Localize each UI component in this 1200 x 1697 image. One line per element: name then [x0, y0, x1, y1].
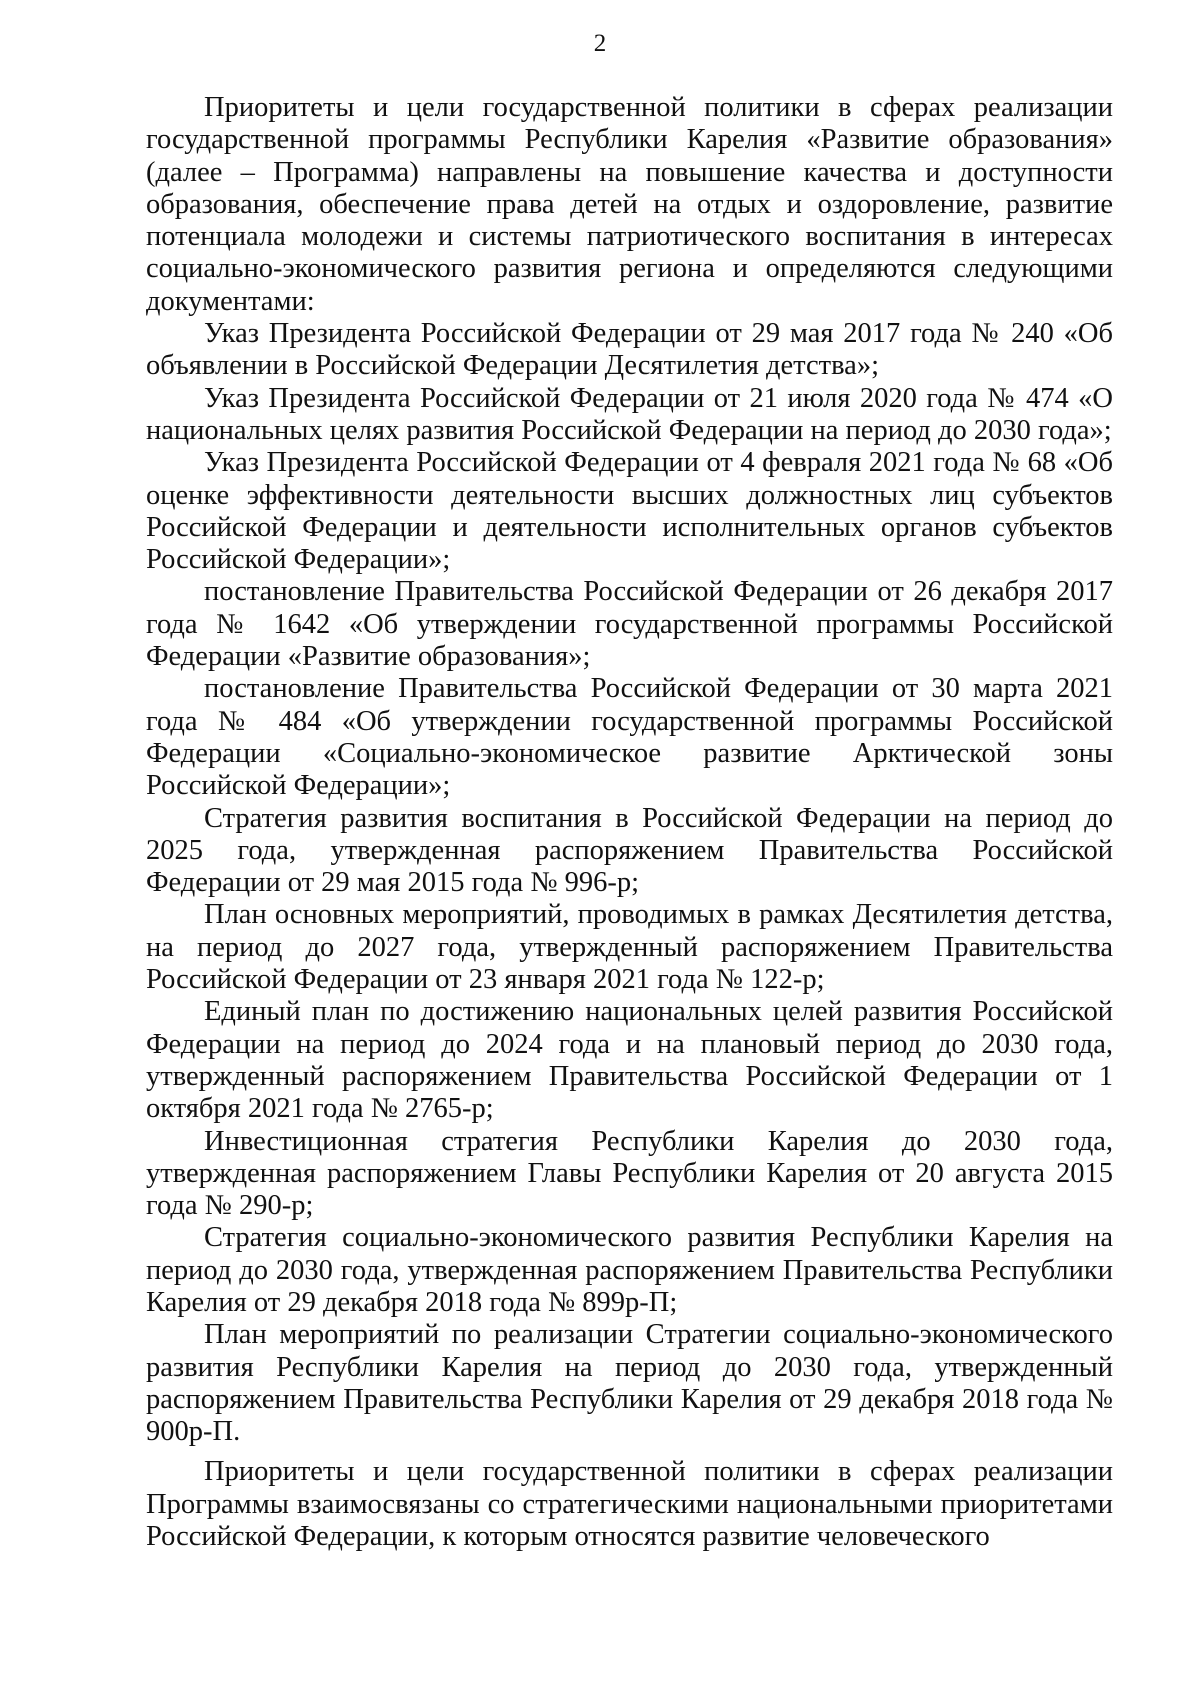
intro-paragraph: Приоритеты и цели государственной политики в сферах реализации государственной программы Республики Карелия «Развитие образования» (далее – Программа) направлены на повышение качества и доступности образования, обеспечение права детей на отдых и оздоровление, развитие потенциала молодежи и системы патриотического воспитания в интересах социально-экономического развития региона и определяются следующими документами:	[146, 92, 1113, 317]
list-item-resolution-1642: постановление Правительства Российской Федерации от 26 декабря 2017 года № 1642 «Об утверждении государственной программы Российской Федерации «Развитие образования»;	[146, 576, 1113, 673]
list-item-decree-474: Указ Президента Российской Федерации от 21 июля 2020 года № 474 «О национальных целях развития Российской Федерации на период до 2030 года»;	[146, 382, 1113, 446]
document-body	[146, 92, 1113, 1553]
list-item-strategy-899: Стратегия социально-экономического развития Республики Карелия на период до 2030 года, утвержденная распоряжением Правительства Республики Карелия от 29 декабря 2018 года № 899р-П;	[146, 1222, 1113, 1318]
list-item-strategy-290: Инвестиционная стратегия Республики Карелия до 2030 года, утвержденная распоряжением Главы Республики Карелия от 20 августа 2015 года № 290-р;	[146, 1125, 1113, 1222]
list-item-decree-240: Указ Президента Российской Федерации от 29 мая 2017 года № 240 «Об объявлении в Российской Федерации Десятилетия детства»;	[146, 318, 1113, 382]
closing-paragraph: Приоритеты и цели государственной политики в сферах реализации Программы взаимосвязаны со стратегическими национальными приоритетами Российской Федерации, к которым относятся развитие человеческого	[146, 1456, 1113, 1553]
list-item-resolution-484: постановление Правительства Российской Федерации от 30 марта 2021 года № 484 «Об утверждении государственной программы Российской Федерации «Социально-экономическое развитие Арктической зоны Российской Федерации»;	[146, 673, 1113, 802]
list-item-strategy-996: Стратегия развития воспитания в Российской Федерации на период до 2025 года, утвержденная распоряжением Правительства Российской Федерации от 29 мая 2015 года № 996-р;	[146, 802, 1113, 899]
list-item-plan-2765: Единый план по достижению национальных целей развития Российской Федерации на период до 2024 года и на плановый период до 2030 года, утвержденный распоряжением Правительства Российской Федерации от 1 октября 2021 года № 2765-р;	[146, 996, 1113, 1125]
list-item-plan-900: План мероприятий по реализации Стратегии социально-экономического развития Республики Карелия на период до 2030 года, утвержденный распоряжением Правительства Республики Карелия от 29 декабря 2018 года № 900р-П.	[146, 1319, 1113, 1448]
list-item-plan-122: План основных мероприятий, проводимых в рамках Десятилетия детства, на период до 2027 года, утвержденный распоряжением Правительства Российской Федерации от 23 января 2021 года № 122-р;	[146, 899, 1113, 996]
list-item-decree-68: Указ Президента Российской Федерации от 4 февраля 2021 года № 68 «Об оценке эффективности деятельности высших должностных лиц субъектов Российской Федерации и деятельности исполнительных органов субъектов Российской Федерации»;	[146, 447, 1113, 576]
page-number: 2	[593, 30, 607, 57]
